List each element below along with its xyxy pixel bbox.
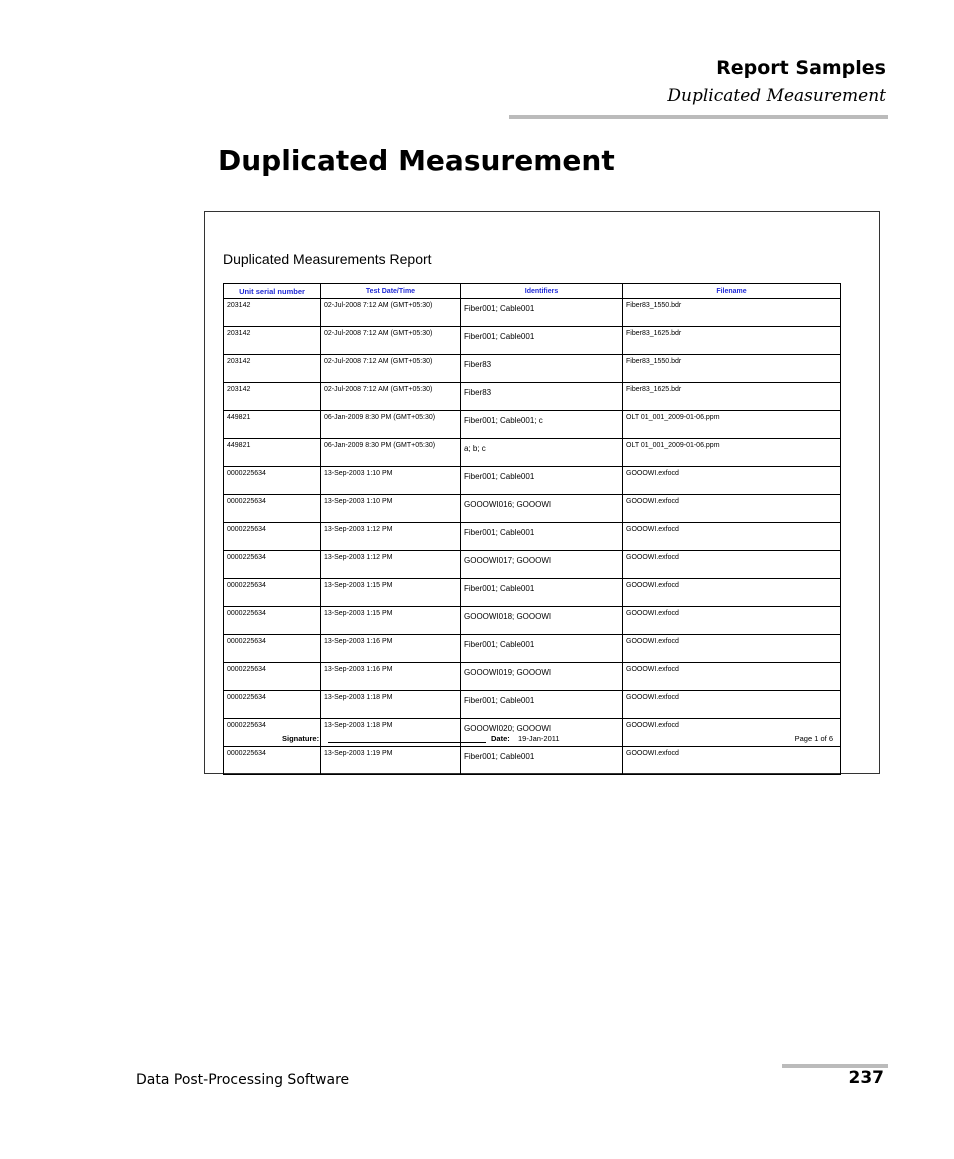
- cell-unit-serial: 0000225634: [224, 607, 321, 635]
- column-header-identifiers: Identifiers: [461, 284, 623, 299]
- cell-test-date: 13-Sep-2003 1:16 PM: [321, 635, 461, 663]
- cell-unit-serial: 449821: [224, 439, 321, 467]
- table-row: [224, 299, 841, 327]
- cell-filename: GOOOWI.exfocd: [623, 691, 841, 719]
- cell-identifiers: GOOOWI017; GOOOWI: [461, 551, 623, 579]
- table-body: [224, 299, 841, 775]
- cell-test-date: 06-Jan-2009 8:30 PM (GMT+05:30): [321, 439, 461, 467]
- cell-filename: GOOOWI.exfocd: [623, 747, 841, 775]
- report-heading: Duplicated Measurements Report: [223, 251, 432, 267]
- running-header-title: Report Samples: [716, 57, 886, 79]
- cell-filename: GOOOWI.exfocd: [623, 719, 841, 747]
- table-row: [224, 495, 841, 523]
- cell-unit-serial: 0000225634: [224, 551, 321, 579]
- cell-identifiers: Fiber001; Cable001: [461, 635, 623, 663]
- cell-test-date: 13-Sep-2003 1:16 PM: [321, 663, 461, 691]
- date-value: 19-Jan-2011: [518, 734, 560, 743]
- cell-unit-serial: 0000225634: [224, 467, 321, 495]
- cell-unit-serial: 0000225634: [224, 495, 321, 523]
- cell-filename: GOOOWI.exfocd: [623, 663, 841, 691]
- cell-test-date: 13-Sep-2003 1:19 PM: [321, 747, 461, 775]
- running-header-subtitle: Duplicated Measurement: [667, 86, 886, 106]
- table-row: [224, 383, 841, 411]
- table-row: [224, 551, 841, 579]
- cell-identifiers: Fiber001; Cable001: [461, 327, 623, 355]
- cell-filename: GOOOWI.exfocd: [623, 551, 841, 579]
- cell-test-date: 02-Jul-2008 7:12 AM (GMT+05:30): [321, 299, 461, 327]
- table-row: [224, 439, 841, 467]
- cell-unit-serial: 203142: [224, 383, 321, 411]
- table-row: [224, 691, 841, 719]
- cell-test-date: 13-Sep-2003 1:15 PM: [321, 579, 461, 607]
- report-page-info: Page 1 of 6: [794, 734, 833, 743]
- cell-identifiers: Fiber001; Cable001: [461, 691, 623, 719]
- signature-label: Signature:: [282, 734, 320, 743]
- cell-filename: Fiber83_1550.bdr: [623, 299, 841, 327]
- cell-unit-serial: 203142: [224, 327, 321, 355]
- cell-test-date: 02-Jul-2008 7:12 AM (GMT+05:30): [321, 355, 461, 383]
- cell-identifiers: Fiber001; Cable001: [461, 299, 623, 327]
- cell-identifiers: Fiber001; Cable001: [461, 747, 623, 775]
- table-row: [224, 355, 841, 383]
- table-row: [224, 523, 841, 551]
- report-footer: [205, 734, 879, 746]
- cell-unit-serial: 203142: [224, 355, 321, 383]
- cell-filename: GOOOWI.exfocd: [623, 495, 841, 523]
- cell-filename: Fiber83_1625.bdr: [623, 327, 841, 355]
- cell-filename: GOOOWI.exfocd: [623, 607, 841, 635]
- footer-page-number: 237: [848, 1068, 884, 1088]
- cell-test-date: 02-Jul-2008 7:12 AM (GMT+05:30): [321, 327, 461, 355]
- table-row: [224, 579, 841, 607]
- cell-test-date: 13-Sep-2003 1:12 PM: [321, 551, 461, 579]
- cell-test-date: 13-Sep-2003 1:10 PM: [321, 495, 461, 523]
- signature-line: [328, 742, 486, 743]
- cell-identifiers: Fiber83: [461, 355, 623, 383]
- cell-filename: Fiber83_1625.bdr: [623, 383, 841, 411]
- column-header-test-date: Test Date/Time: [321, 284, 461, 299]
- report-sample-frame: [204, 211, 880, 774]
- table-row: [224, 747, 841, 775]
- cell-test-date: 06-Jan-2009 8:30 PM (GMT+05:30): [321, 411, 461, 439]
- cell-identifiers: GOOOWI019; GOOOWI: [461, 663, 623, 691]
- table-row: [224, 327, 841, 355]
- header-rule: [509, 115, 888, 119]
- cell-identifiers: Fiber83: [461, 383, 623, 411]
- table-row: [224, 467, 841, 495]
- cell-unit-serial: 0000225634: [224, 663, 321, 691]
- cell-unit-serial: 0000225634: [224, 719, 321, 747]
- table-row: [224, 411, 841, 439]
- date-label: Date:: [491, 734, 510, 743]
- cell-test-date: 13-Sep-2003 1:12 PM: [321, 523, 461, 551]
- table-row: [224, 635, 841, 663]
- cell-test-date: 02-Jul-2008 7:12 AM (GMT+05:30): [321, 383, 461, 411]
- cell-unit-serial: 449821: [224, 411, 321, 439]
- cell-identifiers: Fiber001; Cable001: [461, 467, 623, 495]
- cell-test-date: 13-Sep-2003 1:15 PM: [321, 607, 461, 635]
- table-row: [224, 607, 841, 635]
- cell-identifiers: Fiber001; Cable001: [461, 579, 623, 607]
- cell-identifiers: GOOOWI016; GOOOWI: [461, 495, 623, 523]
- cell-filename: GOOOWI.exfocd: [623, 579, 841, 607]
- footer-product-name: Data Post-Processing Software: [136, 1072, 350, 1088]
- cell-identifiers: Fiber001; Cable001; c: [461, 411, 623, 439]
- cell-filename: GOOOWI.exfocd: [623, 523, 841, 551]
- cell-test-date: 13-Sep-2003 1:18 PM: [321, 719, 461, 747]
- cell-identifiers: Fiber001; Cable001: [461, 523, 623, 551]
- cell-unit-serial: 0000225634: [224, 523, 321, 551]
- cell-unit-serial: 0000225634: [224, 635, 321, 663]
- cell-test-date: 13-Sep-2003 1:10 PM: [321, 467, 461, 495]
- cell-unit-serial: 0000225634: [224, 747, 321, 775]
- cell-filename: OLT 01_001_2009-01-06.ppm: [623, 439, 841, 467]
- cell-filename: Fiber83_1550.bdr: [623, 355, 841, 383]
- column-header-filename: Filename: [623, 284, 841, 299]
- cell-identifiers: GOOOWI020; GOOOWI: [461, 719, 623, 747]
- cell-filename: GOOOWI.exfocd: [623, 467, 841, 495]
- cell-filename: OLT 01_001_2009-01-06.ppm: [623, 411, 841, 439]
- cell-unit-serial: 203142: [224, 299, 321, 327]
- cell-filename: GOOOWI.exfocd: [623, 635, 841, 663]
- table-header-row: [224, 284, 841, 299]
- cell-identifiers: a; b; c: [461, 439, 623, 467]
- cell-identifiers: GOOOWI018; GOOOWI: [461, 607, 623, 635]
- table-row: [224, 663, 841, 691]
- cell-unit-serial: 0000225634: [224, 579, 321, 607]
- duplicated-measurements-table: [223, 283, 841, 775]
- cell-unit-serial: 0000225634: [224, 691, 321, 719]
- page-title: Duplicated Measurement: [218, 144, 615, 177]
- column-header-unit-serial: Unit serial number: [224, 284, 321, 299]
- cell-test-date: 13-Sep-2003 1:18 PM: [321, 691, 461, 719]
